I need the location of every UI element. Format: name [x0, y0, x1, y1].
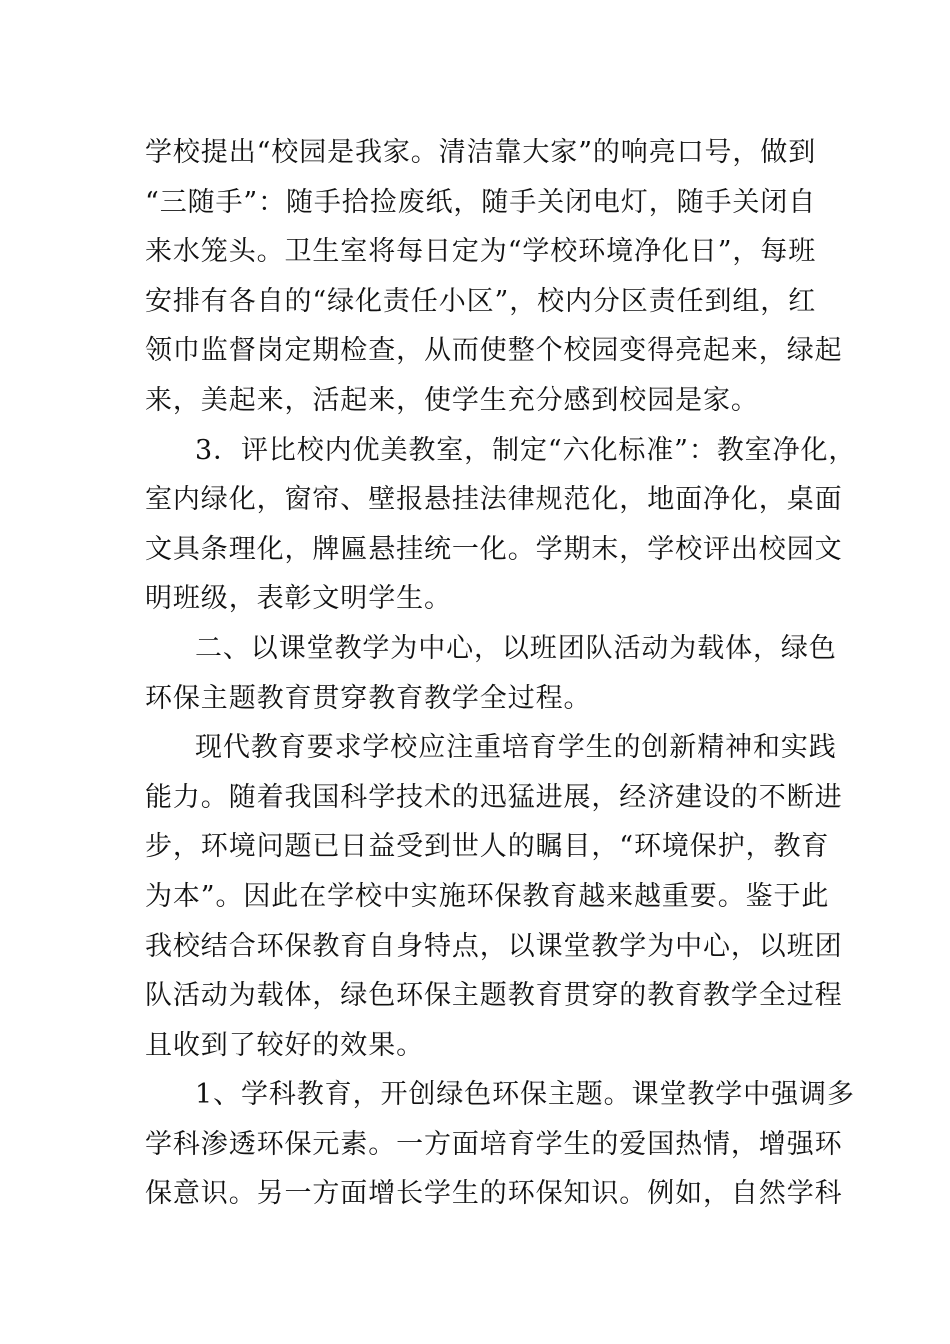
text-line: 安排有各自的“绿化责任小区”，校内分区责任到组，红 [145, 285, 817, 317]
text-line: 学校提出“校园是我家。清洁靠大家”的响亮口号，做到 [145, 137, 817, 168]
text-line: 来水笼头。卫生室将每日定为“学校环境净化日”，每班 [145, 236, 817, 268]
text-line: 我校结合环保教育自身特点，以课堂教学为中心，以班团 [145, 930, 843, 962]
section-heading-line: 二、以课堂教学为中心，以班团队活动为载体，绿色 [195, 632, 837, 664]
text-line: 文具条理化，牌匾悬挂统一化。学期末，学校评出校园文 [145, 533, 843, 565]
paragraph-start-line: 现代教育要求学校应注重培育学生的创新精神和实践 [195, 732, 837, 764]
text-line: 能力。随着我国科学技术的迅猛进展，经济建设的不断进 [145, 781, 843, 813]
text-line: 学科渗透环保元素。一方面培育学生的爱国热情，增强环 [145, 1128, 843, 1160]
body-text [145, 128, 857, 1219]
text-line: 来，美起来，活起来，使学生充分感到校园是家。 [145, 384, 759, 416]
text-line: 保意识。另一方面增长学生的环保知识。例如，自然学科 [145, 1178, 843, 1210]
section-heading-line: 环保主题教育贯穿教育教学全过程。 [145, 682, 592, 714]
text-line: 明班级，表彰文明学生。 [145, 583, 452, 615]
text-line: 且收到了较好的效果。 [145, 1029, 424, 1061]
text-line: 为本”。因此在学校中实施环保教育越来越重要。鉴于此 [145, 880, 830, 912]
paragraph-start-line: 3．评比校内优美教室，制定“六化标准”：教室净化， [195, 434, 857, 466]
text-line: 室内绿化，窗帘、壁报悬挂法律规范化，地面净化，桌面 [145, 484, 843, 516]
text-line: 步，环境问题已日益受到世人的瞩目，“环境保护，教育 [145, 831, 830, 863]
text-line: 领巾监督岗定期检查，从而使整个校园变得亮起来，绿起 [145, 335, 843, 367]
text-line: “三随手”：随手拾捡废纸，随手关闭电灯，随手关闭自 [145, 186, 817, 218]
paragraph-start-line: 1、学科教育，开创绿色环保主题。课堂教学中强调多 [195, 1079, 855, 1111]
text-line: 队活动为载体，绿色环保主题教育贯穿的教育教学全过程 [145, 980, 843, 1012]
